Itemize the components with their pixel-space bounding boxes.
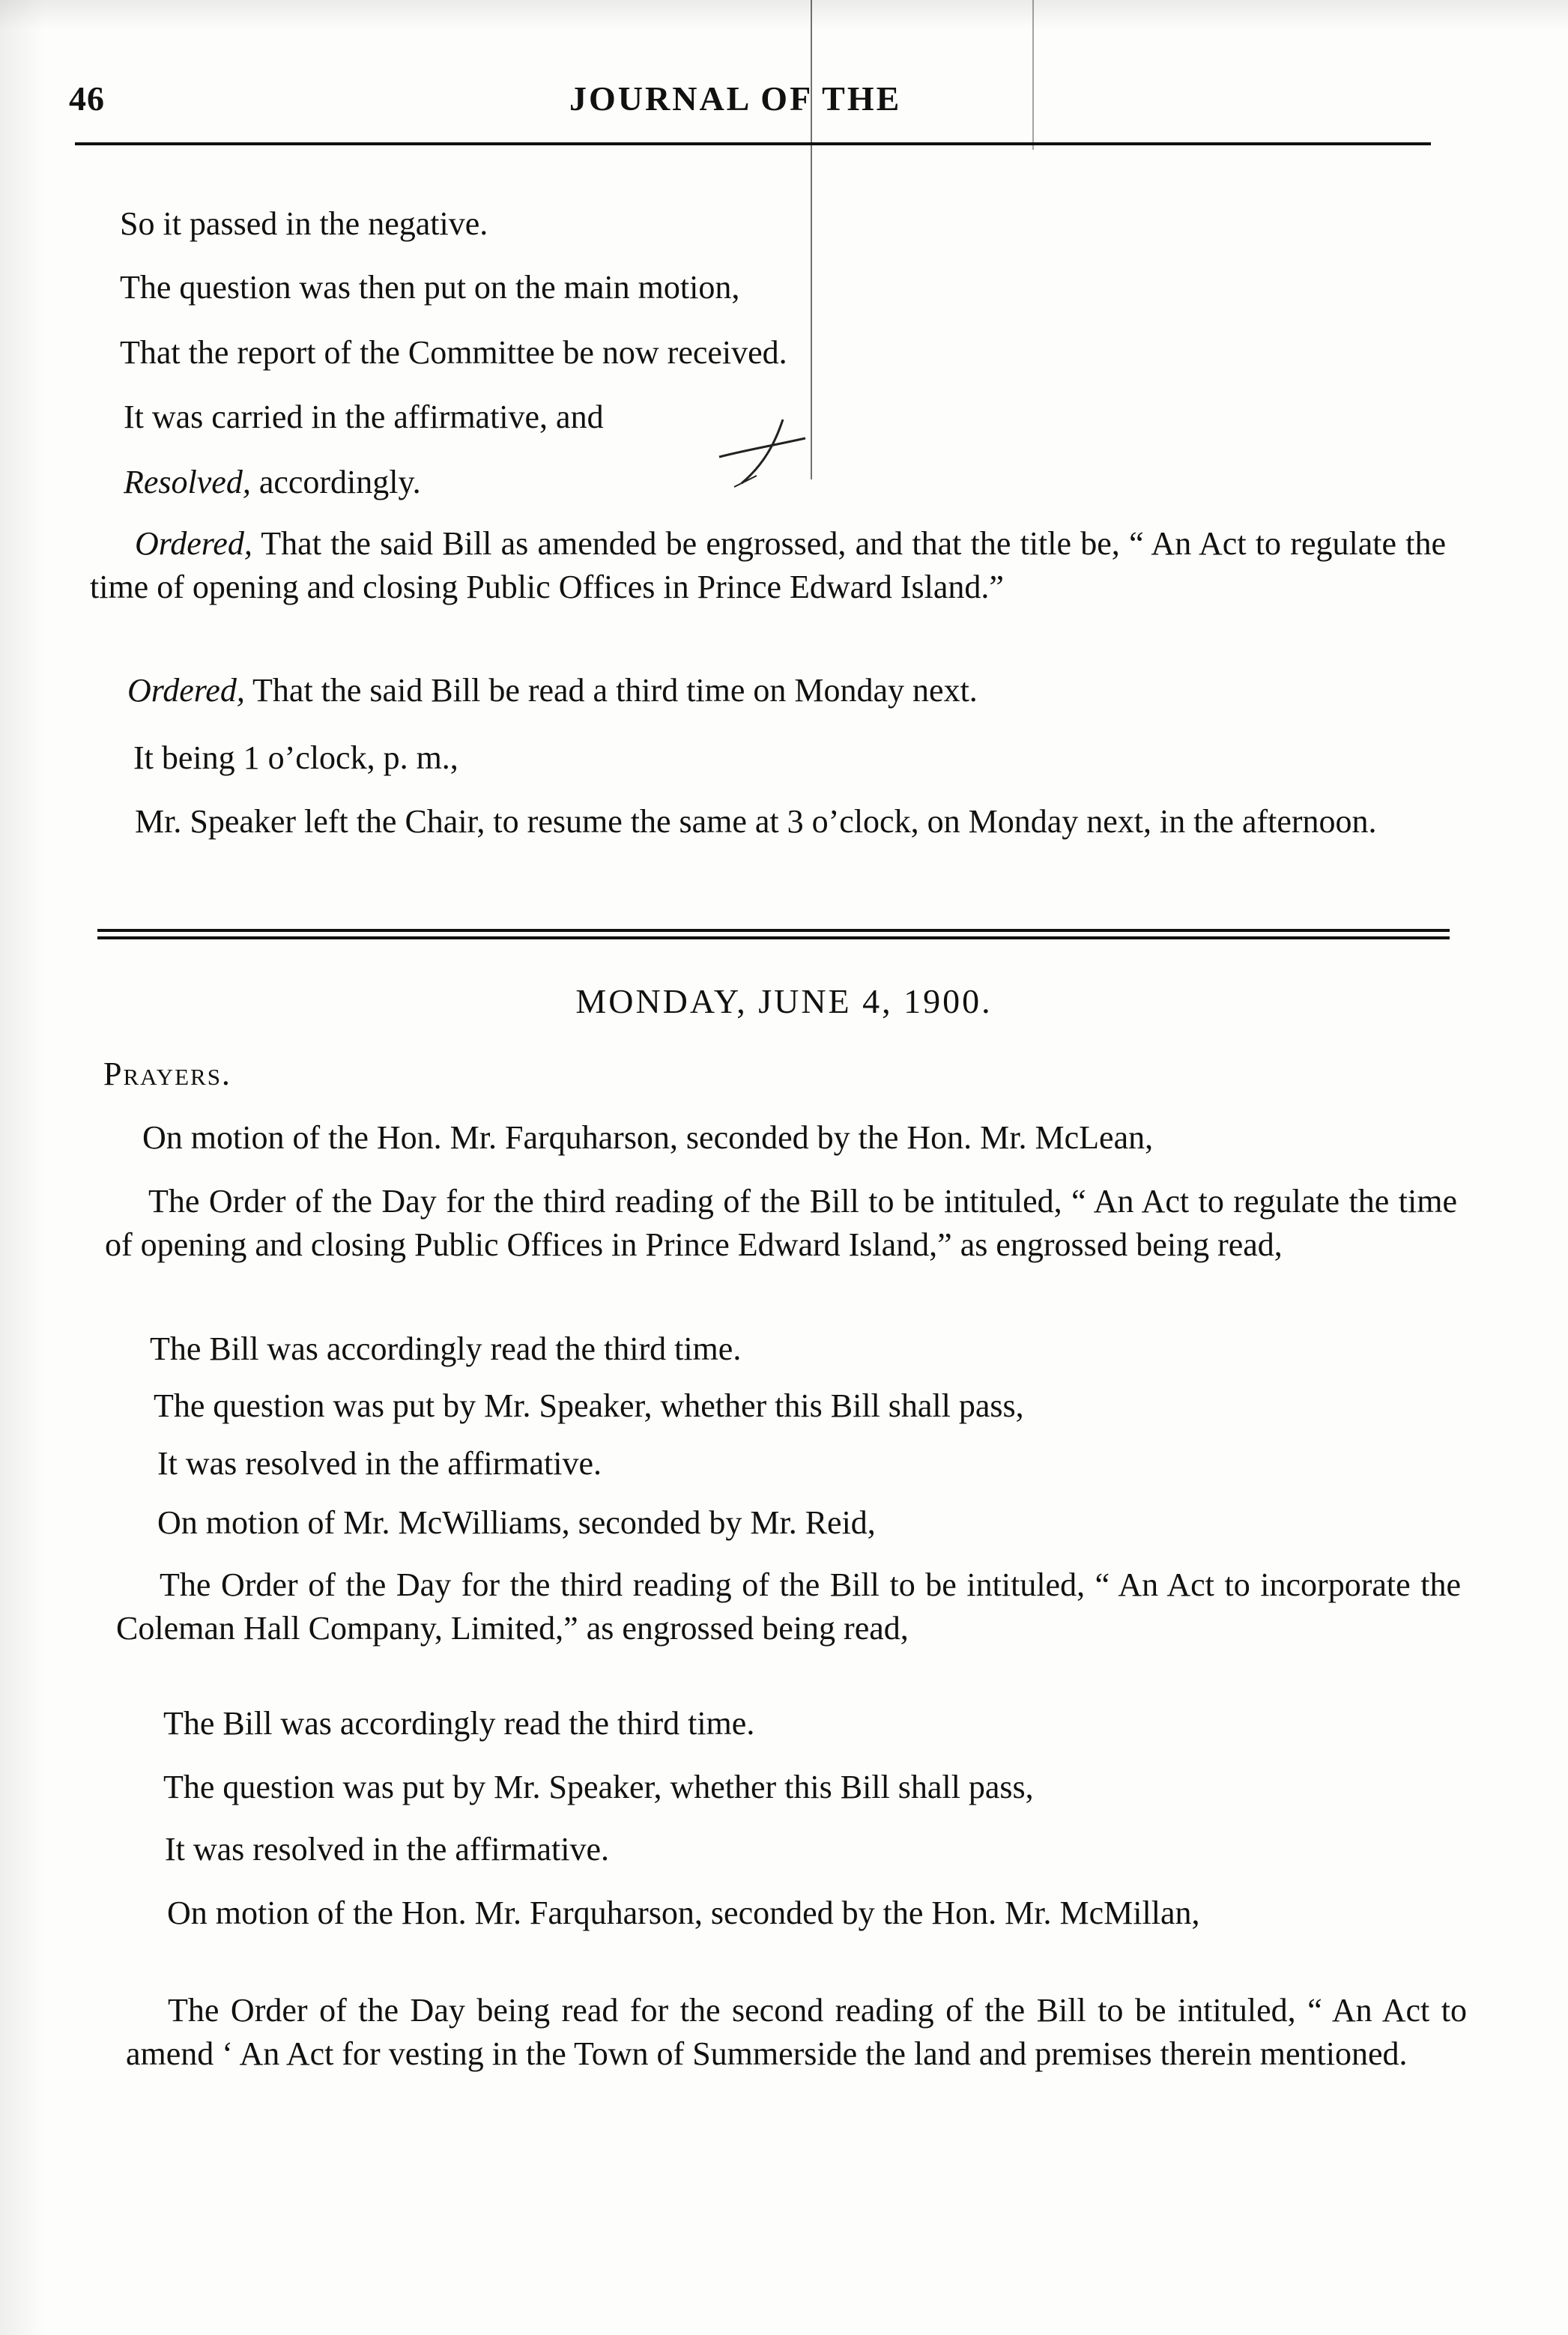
ordered-text: That the said Bill be read a third time on Monday next. bbox=[244, 672, 978, 709]
paragraph: That the report of the Committee be now received. bbox=[120, 334, 787, 371]
prayers-heading: Prayers. bbox=[103, 1056, 231, 1092]
resolved-text: accordingly. bbox=[250, 464, 421, 500]
date-heading: MONDAY, JUNE 4, 1900. bbox=[575, 982, 993, 1020]
paragraph: The question was put by Mr. Speaker, whether this Bill shall pass, bbox=[154, 1387, 1024, 1424]
paragraph: The Bill was accordingly read the third time. bbox=[150, 1330, 742, 1367]
paragraph: So it passed in the negative. bbox=[120, 205, 488, 242]
paragraph: It was carried in the affirmative, and bbox=[124, 399, 604, 435]
fold-crease-secondary bbox=[1032, 0, 1034, 150]
paper-edge-shading bbox=[0, 0, 45, 2335]
page-number: 46 bbox=[69, 79, 105, 118]
ordered-label: Ordered, bbox=[135, 525, 252, 562]
paragraph: On motion of the Hon. Mr. Farquharson, seconded by the Hon. Mr. McMillan, bbox=[167, 1895, 1200, 1931]
section-double-rule bbox=[97, 929, 1450, 939]
paper-top-shading bbox=[0, 0, 1568, 30]
handwritten-tick-mark bbox=[712, 405, 817, 494]
header-rule bbox=[75, 142, 1431, 145]
paragraph: On motion of the Hon. Mr. Farquharson, seconded by the Hon. Mr. McLean, bbox=[142, 1119, 1154, 1156]
paragraph: It being 1 o’clock, p. m., bbox=[133, 739, 458, 776]
paragraph: It was resolved in the affirmative. bbox=[165, 1831, 609, 1868]
paragraph: It was resolved in the affirmative. bbox=[157, 1445, 602, 1482]
paragraph: The Order of the Day being read for the second reading of the Bill to be intituled, “ An Act to amend ‘ An Act for vesting in the Town of Summerside the land and premises therein mentioned. bbox=[126, 1992, 1467, 2072]
paragraph: The question was then put on the main motion, bbox=[120, 269, 740, 306]
paragraph: The Order of the Day for the third reading of the Bill to be intituled, “ An Act to regulate the time of opening and closing Public Offices in Prince Edward Island,” as engrossed being read, bbox=[105, 1183, 1457, 1263]
ordered-label: Ordered, bbox=[127, 672, 245, 709]
ordered-third-reading-paragraph bbox=[127, 669, 1453, 712]
paragraph: The Bill was accordingly read the third time. bbox=[163, 1705, 755, 1742]
paragraph: Mr. Speaker left the Chair, to resume the same at 3 o’clock, on Monday next, in the afternoon. bbox=[135, 803, 1377, 840]
paragraph: The Order of the Day for the third reading of the Bill to be intituled, “ An Act to incorporate the Coleman Hall Company, Limited,” as engrossed being read, bbox=[116, 1566, 1461, 1647]
running-title: JOURNAL OF THE bbox=[569, 79, 902, 118]
ordered-engrossed-paragraph bbox=[90, 522, 1446, 609]
resolved-label: Resolved, bbox=[124, 464, 251, 500]
paragraph: On motion of Mr. McWilliams, seconded by Mr. Reid, bbox=[157, 1504, 876, 1541]
ordered-text: That the said Bill as amended be engrossed, and that the title be, “ An Act to regulate the time of opening and closing Public Offices in Prince Edward Island.” bbox=[90, 525, 1446, 605]
paragraph: The question was put by Mr. Speaker, whether this Bill shall pass, bbox=[163, 1769, 1034, 1805]
